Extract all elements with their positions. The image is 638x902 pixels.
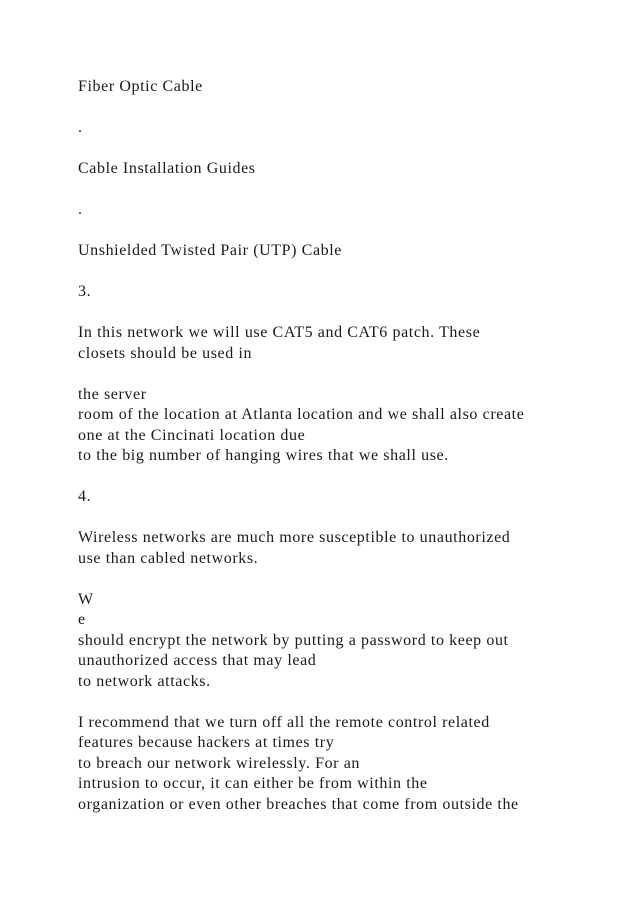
text-line: should encrypt the network by putting a password to keep out (78, 631, 509, 649)
text-line: . (78, 119, 83, 136)
text-line: Fiber Optic Cable (78, 78, 203, 95)
paragraph-number-4 (78, 487, 598, 508)
text-line: features because hackers at times try (78, 734, 335, 751)
text-line: use than cabled networks. (78, 549, 259, 567)
paragraph-wireless (78, 528, 598, 569)
paragraph-heading-guides (78, 159, 598, 180)
paragraph-server-room (78, 385, 598, 467)
text-line: to the big number of hanging wires that we shall use. (78, 447, 449, 464)
document-body (78, 77, 598, 836)
text-line: Cable Installation Guides (78, 160, 256, 177)
text-line: Unshielded Twisted Pair (UTP) Cable (78, 242, 342, 259)
paragraph-separator (78, 118, 598, 139)
text-line: room of the location at Atlanta location and we shall also create (78, 406, 525, 423)
text-line: Wireless networks are much more susceptible to unauthorized (78, 529, 511, 546)
text-line: to network attacks. (78, 672, 211, 690)
paragraph-separator (78, 200, 598, 221)
text-line: 3. (78, 283, 92, 300)
text-line: W (78, 590, 94, 608)
text-line: 4. (78, 488, 92, 505)
text-line: organization or even other breaches that come from outside the (78, 795, 519, 813)
text-line: In this network we will use CAT5 and CAT6 patch. These (78, 324, 481, 341)
paragraph-heading-fiber (78, 77, 598, 98)
text-line: closets should be used in (78, 344, 253, 362)
text-line: unauthorized access that may lead (78, 652, 317, 669)
text-line: e (78, 611, 86, 628)
text-line: one at the Cincinati location due (78, 426, 306, 444)
text-line: I recommend that we turn off all the remote control related (78, 713, 490, 731)
text-line: to breach our network wirelessly. For an (78, 754, 360, 772)
text-line: intrusion to occur, it can either be from within the (78, 775, 428, 792)
paragraph-encrypt (78, 590, 598, 693)
paragraph-number-3 (78, 282, 598, 303)
paragraph-heading-utp (78, 241, 598, 262)
paragraph-remote-control (78, 713, 598, 816)
paragraph-cat5-cat6 (78, 323, 598, 364)
text-line: the server (78, 385, 147, 403)
text-line: . (78, 201, 83, 218)
